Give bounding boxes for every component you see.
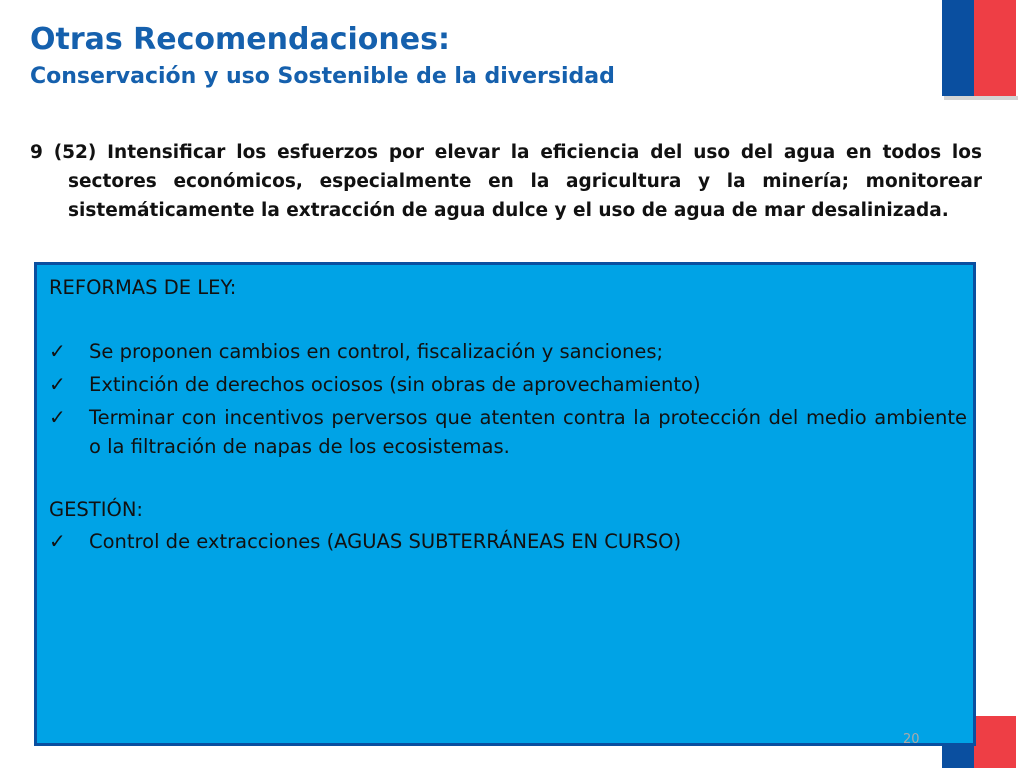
reformas-item-text: Extinción de derechos ociosos (sin obras de aprovechamiento) (89, 373, 701, 396)
gestion-heading: GESTIÓN: (49, 498, 143, 521)
checkmark-icon: ✓ (49, 339, 66, 363)
checkmark-icon: ✓ (49, 405, 66, 429)
content-box (34, 262, 976, 746)
reformas-item-text: Se proponen cambios en control, fiscalización y sanciones; (89, 340, 664, 363)
flag-red-stripe (974, 0, 1016, 96)
checkmark-icon: ✓ (49, 529, 66, 553)
gestion-item (49, 527, 967, 556)
reformas-item (49, 403, 967, 461)
page-number: 20 (903, 732, 920, 747)
reformas-item (49, 370, 967, 399)
checkmark-icon: ✓ (49, 372, 66, 396)
reformas-heading: REFORMAS DE LEY: (49, 276, 237, 299)
slide-subtitle: Conservación y uso Sostenible de la diversidad (30, 64, 615, 89)
slide-title: Otras Recomendaciones: (30, 22, 450, 57)
recommendation-text: 9 (52) Intensificar los esfuerzos por elevar la eficiencia del uso del agua en todos los sectores económicos, especialmente en la agricultura y la minería; monitorear sistemáticamente la extracción de agua dulce y el uso de agua de mar desalinizada. (30, 142, 982, 221)
reformas-item (49, 337, 967, 366)
gestion-item-text: Control de extracciones (AGUAS SUBTERRÁNEAS EN CURSO) (89, 530, 682, 553)
flag-blue-stripe (942, 0, 974, 96)
reformas-item-text: Terminar con incentivos perversos que atenten contra la protección del medio ambiente o la filtración de napas de los ecosistemas. (89, 406, 967, 458)
bottom-flag-red-stripe (974, 716, 1016, 768)
flag-shadow (944, 96, 1018, 100)
